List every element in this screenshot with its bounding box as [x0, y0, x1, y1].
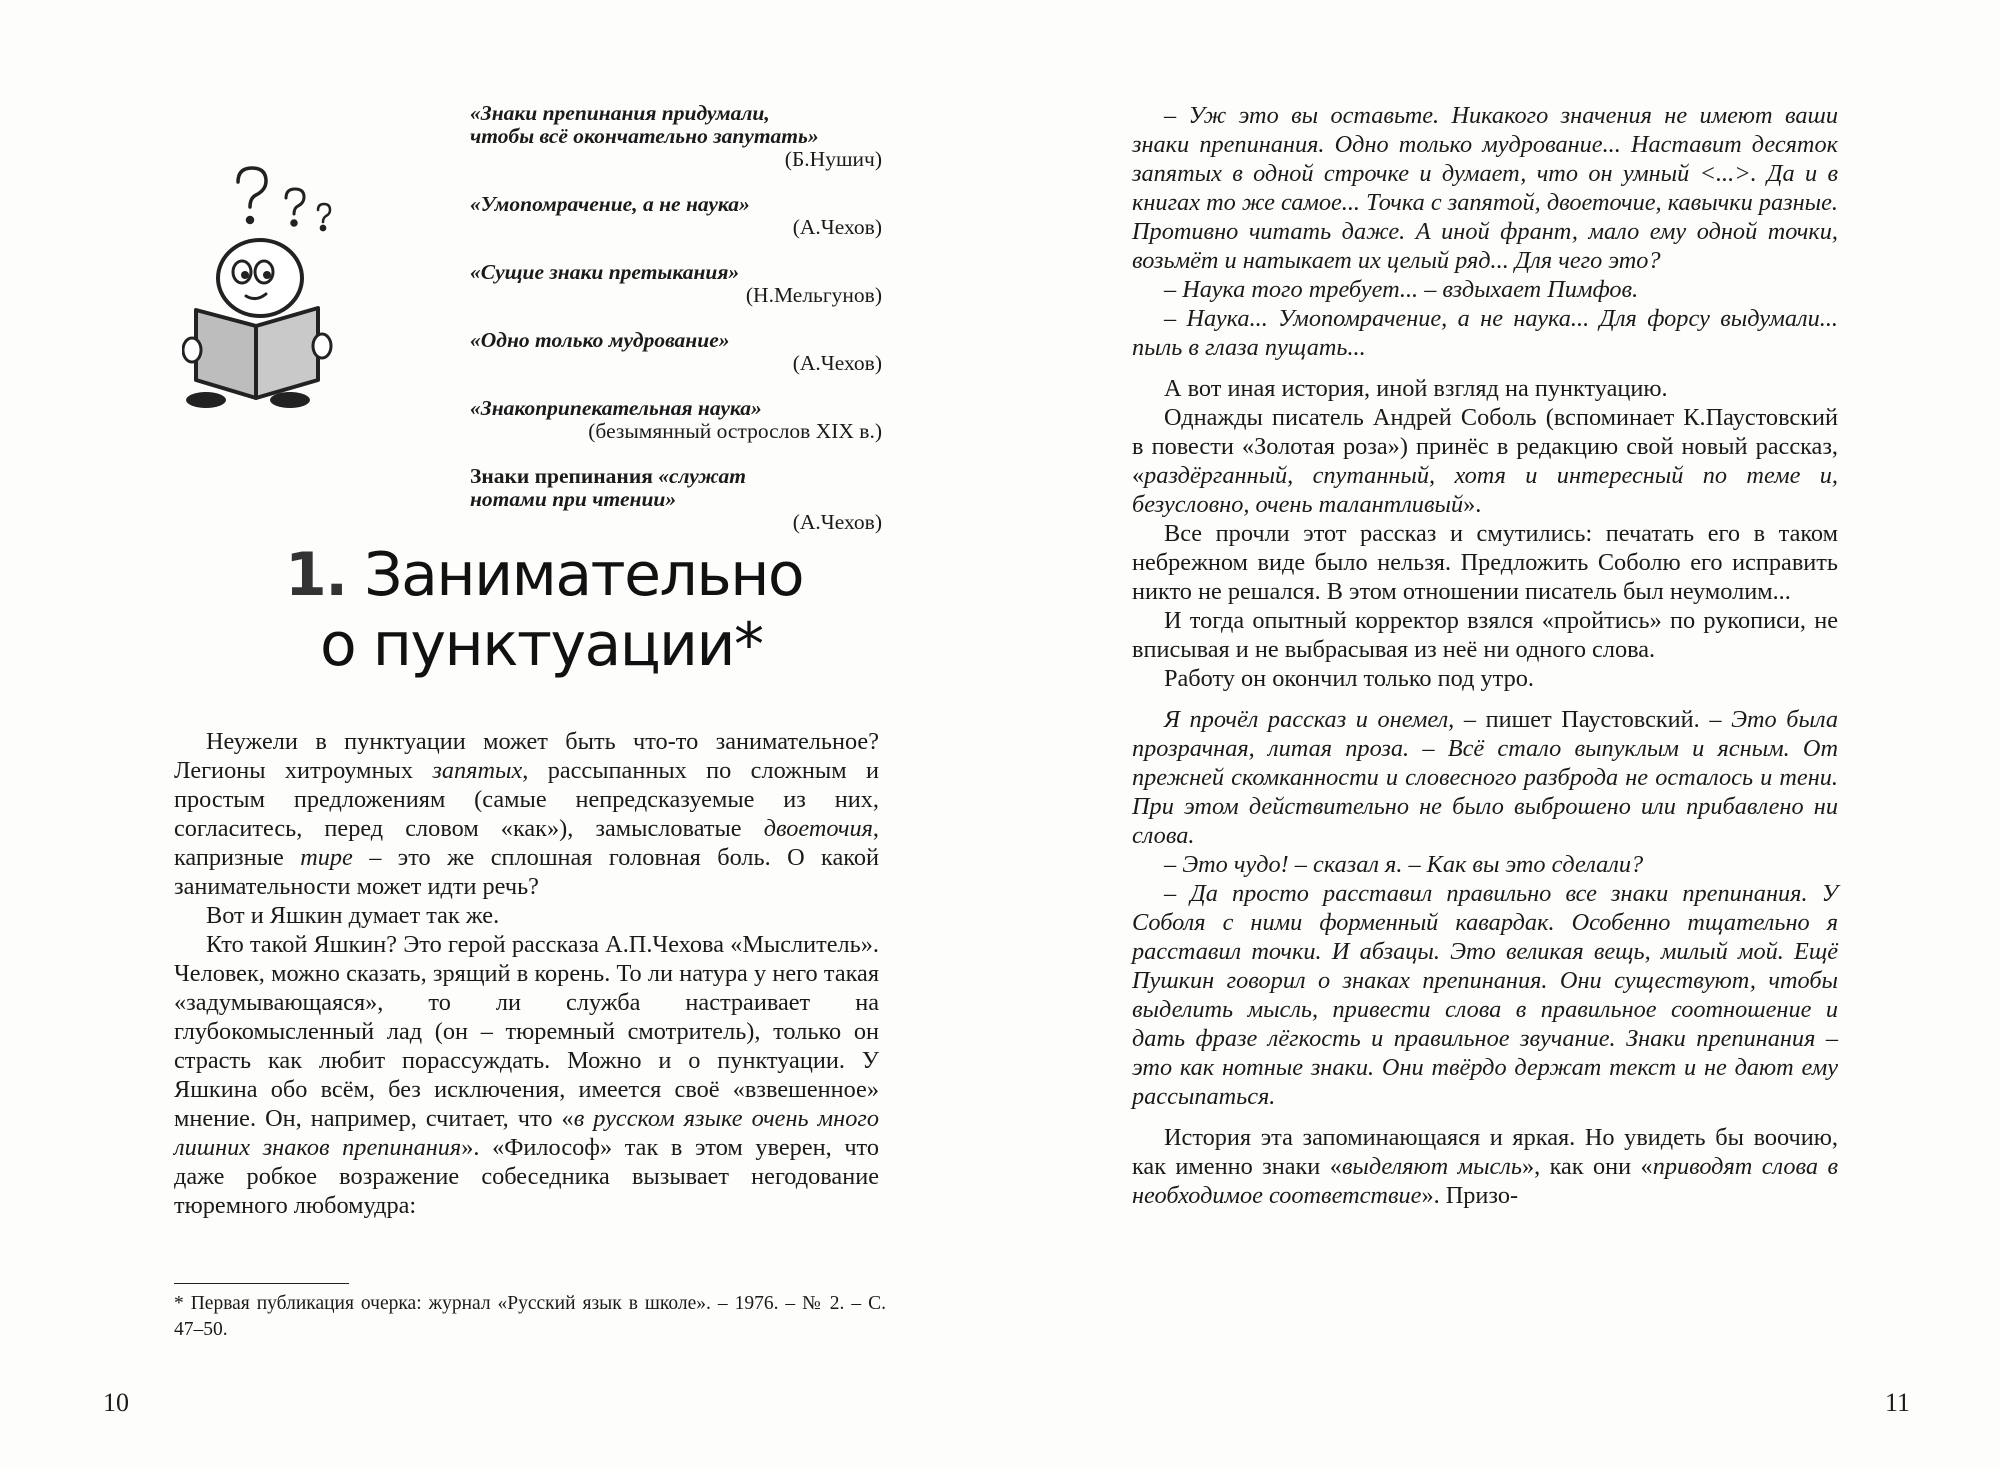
epigraph-author: (безымянный острослов XIX в.)	[588, 419, 882, 443]
dialog-line: – Наука того требует... – вздыхает Пимфов.	[1164, 276, 1639, 303]
reading-character-icon	[182, 160, 362, 410]
epigraph-quote: чтобы всё окончательно запутать»	[470, 124, 819, 148]
epigraph	[470, 193, 882, 239]
chapter-title-line2: о пунктуации*	[320, 610, 763, 680]
text-run: Кто такой Яшкин? Это герой рассказа А.П.Чехова «Мыслитель». Человек, можно сказать, зрящий в корень. То ли натура у него такая «задумывающаяся», то ли служба настраивает на глубокомысленный лад (он – тюремный смотритель), только он страсть как любит порассуждать. Можно и о пунктуации. У Яшкина обо всём, без исключения, имеется своё «взвешенное» мнение. Он, например, считает, что «	[174, 931, 879, 1132]
epigraph-quote: «Умопомрачение, а не наука»	[470, 192, 750, 216]
epigraph	[470, 102, 882, 171]
paragraph: Вот и Яшкин думает так же.	[206, 902, 500, 929]
text-run: ». Призо-	[1421, 1182, 1519, 1209]
text-run: ». «Философ» так в этом уверен, что даже робкое возражение собеседника вызывает негодование тюремного любомудра:	[174, 1134, 879, 1219]
italic-run: выделяют мысль	[1341, 1153, 1522, 1180]
chapter-title-line1: Занимательно	[364, 540, 804, 610]
right-page	[1000, 0, 2000, 1470]
paragraph	[174, 727, 879, 901]
right-body-text	[1132, 101, 1838, 1210]
paragraph: И тогда опытный корректор взялся «пройтись» по рукописи, не вписывая и не выбрасывая из неё ни одного слова.	[1132, 607, 1838, 663]
quote-paragraph: – Да просто расставил правильно все знаки препинания. У Соболя с ними форменный кавардак. Особенно тщательно я расставил точки. И абзацы. Это великая вещь, милый мой. Ещё Пушкин говорил о знаках препинания. Они существуют, чтобы выделить мысль, привести слова в правильное соотношение и дать фразе лёгкость и правильное звучание. Знаки препинания – это как нотные знаки. Они твёрдо держат текст и не дают ему рассыпаться.	[1132, 880, 1838, 1110]
epigraph-quote: «Знаки препинания придумали,	[470, 101, 770, 125]
footnote: * Первая публикация очерка: журнал «Русский язык в школе». – 1976. – № 2. – С. 47–50.	[174, 1293, 886, 1340]
epigraph-author: (А.Чехов)	[792, 351, 882, 375]
epigraph-quote: «Знакоприпекательная наука»	[470, 396, 762, 420]
page-number: 10	[103, 1388, 129, 1417]
paragraph	[174, 930, 879, 1220]
paragraph: Работу он окончил только под утро.	[1164, 665, 1534, 692]
paragraph: А вот иная история, иной взгляд на пунктуацию.	[1164, 375, 1668, 402]
italic-run: Я прочёл рассказ и онемел,	[1164, 706, 1455, 733]
italic-run: двоеточия	[763, 815, 873, 842]
text-run: – пишет Паустовский. –	[1454, 706, 1732, 733]
italic-run: в русском языке очень много лишних знаков препинания	[174, 1105, 879, 1161]
epigraph	[470, 261, 882, 307]
text-run: , рассыпанных по сложным и простым предложениям (самые непредсказуемые из них, согласитесь, перед словом «как»), замысловатые	[174, 757, 879, 842]
epigraph-lead: Знаки препинания	[470, 464, 659, 488]
italic-run: раздёрганный, спутанный, хотя и интересный по теме и, безусловно, очень талантливый	[1132, 462, 1838, 518]
text-run: Однажды писатель Андрей Соболь (вспоминает К.Паустовский в повести «Золотая роза») принёс в редакцию свой новый рассказ, «	[1132, 404, 1838, 489]
epigraph-author: (А.Чехов)	[792, 215, 882, 239]
paragraph	[1132, 1123, 1838, 1210]
question-marks-icon	[238, 168, 330, 230]
italic-run: запятых	[432, 757, 523, 784]
epigraph-author: (Н.Мельгунов)	[745, 283, 882, 307]
paragraph: Все прочли этот рассказ и смутились: печатать его в таком небрежном виде было нельзя. Предложить Соболю его исправить никто не решался. В этом отношении писатель был неумолим...	[1132, 520, 1838, 605]
italic-run: приводят слова в необходимое соответствие	[1132, 1153, 1838, 1209]
paragraph	[1132, 403, 1838, 519]
epigraphs	[470, 102, 882, 556]
epigraph-quote: «служат	[658, 464, 746, 488]
epigraph	[470, 397, 882, 443]
quote-paragraph: – Это чудо! – сказал я. – Как вы это сделали?	[1164, 851, 1644, 878]
page-number: 11	[1885, 1388, 1911, 1417]
text-run: , капризные	[174, 815, 879, 871]
text-run: ».	[1463, 491, 1482, 518]
epigraph-quote: «Сущие знаки претыкания»	[470, 260, 740, 284]
text-run: История эта запоминающаяся и яркая. Но увидеть бы воочию, как именно знаки «	[1132, 1124, 1838, 1180]
epigraph-quote: «Одно только мудрование»	[470, 328, 730, 352]
left-body-text	[174, 727, 879, 1220]
dialog-line: – Наука... Умопомрачение, а не наука... Для форсу выдумали... пыль в глаза пущать...	[1132, 305, 1838, 361]
italic-run: Это была прозрачная, литая проза. – Всё стало выпуклым и ясным. От прежней скомканности и словесного разброда не осталось и тени. При этом действительно не было выброшено или прибавлено ни слова.	[1132, 706, 1838, 849]
epigraph	[470, 329, 882, 375]
epigraph-author: (А.Чехов)	[792, 510, 882, 534]
epigraph-author: (Б.Нушич)	[784, 147, 882, 171]
text-run: », как они «	[1521, 1153, 1653, 1180]
text-run: Неужели в пунктуации может быть что-то занимательное? Легионы хитроумных	[174, 728, 879, 784]
footnote-rule	[174, 1283, 349, 1284]
quote-paragraph	[1132, 705, 1838, 850]
epigraph-quote: нотами при чтении»	[470, 487, 677, 511]
italic-run: тире	[300, 844, 353, 871]
chapter-heading	[285, 540, 845, 680]
epigraph	[470, 465, 882, 534]
text-run: – это же сплошная головная боль. О какой занимательности может идти речь?	[174, 844, 879, 900]
dialog-line: – Уж это вы оставьте. Никакого значения не имеют ваши знаки препинания. Одно только мудрование... Наставит десяток запятых в одной строчке и думает, что он умный <...>. Да и в книгах то же самое... Точка с запятой, двоеточие, кавычки разные. Противно читать даже. А иной франт, мало ему одной точки, возьмёт и натыкает их целый ряд... Для чего это?	[1132, 102, 1838, 274]
chapter-number: 1.	[285, 540, 347, 610]
